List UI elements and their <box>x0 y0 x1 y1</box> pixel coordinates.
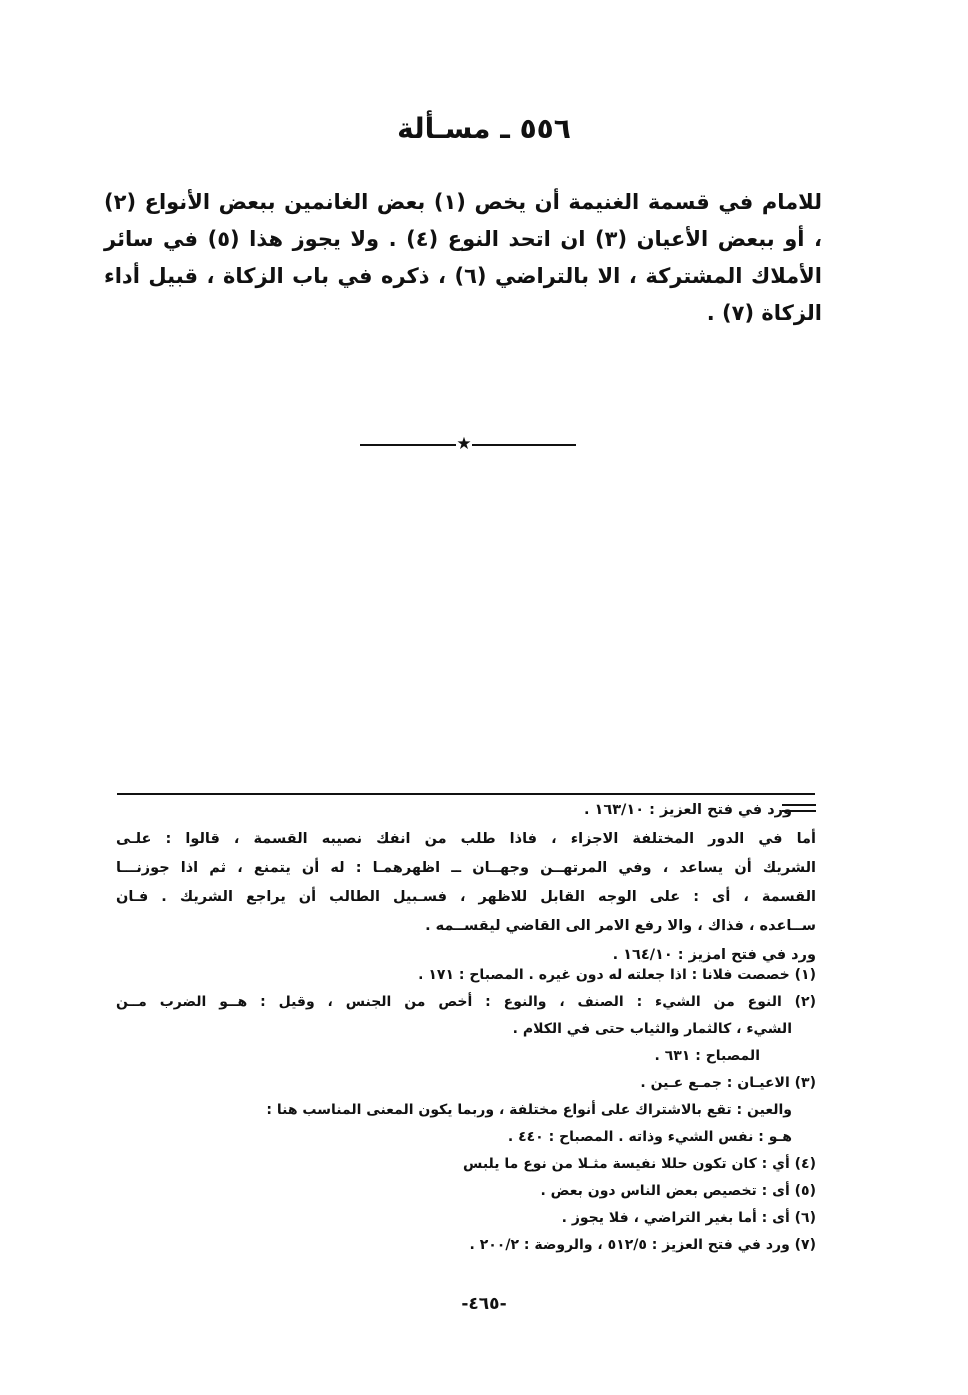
ornament-line-left <box>360 444 456 446</box>
issue-heading: ٥٥٦ ـ مسـألة <box>397 112 571 145</box>
note-item: والعين : تقع بالاشتراك على أنواع مختلفة ، وربما يكون المعنى المناسب هنا : <box>266 1102 792 1118</box>
section-ornament <box>360 432 576 456</box>
note-item: (٢) النوع من الشيء : الصنف ، والنوع : أخص من الجنس ، وقيل : هــو الضرب مــن <box>116 994 816 1010</box>
footnote-line: ســاعده ، فذاك ، والا رفع الامر الى القاضي ليقســمه . <box>425 918 816 934</box>
note-item: (١) خصصت فلانا : اذا جعلته له دون غيره . المصباح : ١٧١ . <box>418 967 816 983</box>
footnote-line: الشريك أن يساعد ، وفي المرتهــن وجهــان ــ اظهرهمـا : له أن يتمنع ، ثم اذا جوزنـــا <box>116 860 816 876</box>
main-paragraph: للامام في قسمة الغنيمة أن يخص (١) بعض الغانمين ببعض الأنواع (٢) ، أو ببعض الأعيان (٣) ان اتحد النوع (٤) . ولا يجوز هذا (٥) في سائر الأملاك المشتركة ، الا بالتراضي (٦) ، ذكره في باب الزكاة ، قبيل أداء الزكاة (٧) . <box>104 190 823 325</box>
footnote-line: ورد في فتح العزيز : ١٦٣/١٠ . <box>583 802 792 818</box>
star-icon: ★ <box>456 434 472 454</box>
footnote-line: ورد في فتح امزيز : ١٦٤/١٠ . <box>612 947 816 963</box>
note-item: (٣) الاعيـان : جمـع عـين . <box>640 1075 816 1091</box>
notes-list <box>116 962 816 1259</box>
footnote-line: أما في الدور المختلفة الاجزاء ، فاذا طلب من انفك نصيبه القسمة ، قالوا : علـى <box>116 831 816 847</box>
footnote-separator <box>117 793 815 795</box>
note-item: (٥) أى : تخصيص بعض الناس دون بعض . <box>540 1183 816 1199</box>
note-item: (٧) ورد في فتح العزيز : ٥١٢/٥ ، والروضة : ٢٠٠/٢ . <box>469 1237 816 1253</box>
note-item: الشيء ، كالثمار والثياب حتى في الكلام . <box>512 1021 792 1037</box>
footnote-block <box>116 796 816 970</box>
note-item: هـو : نفس الشيء وذاته . المصباح : ٤٤٠ . <box>507 1129 792 1145</box>
note-item: (٤) أي : كان تكون حللا نفيسة مثـلا من نوع ما يلبس <box>463 1156 816 1172</box>
note-item: المصباح : ٦٣١ . <box>654 1048 760 1064</box>
page-number: -٤٦٥- <box>461 1294 507 1314</box>
note-item: (٦) أى : أما بغير التراضي ، فلا يجوز . <box>561 1210 816 1226</box>
ornament-line-right <box>472 444 576 446</box>
footnote-line: القسمة ، أى : على الوجه القابل للاظهر ، فسـبيل الطالب أن يراجع الشريك . فـان <box>116 889 816 905</box>
